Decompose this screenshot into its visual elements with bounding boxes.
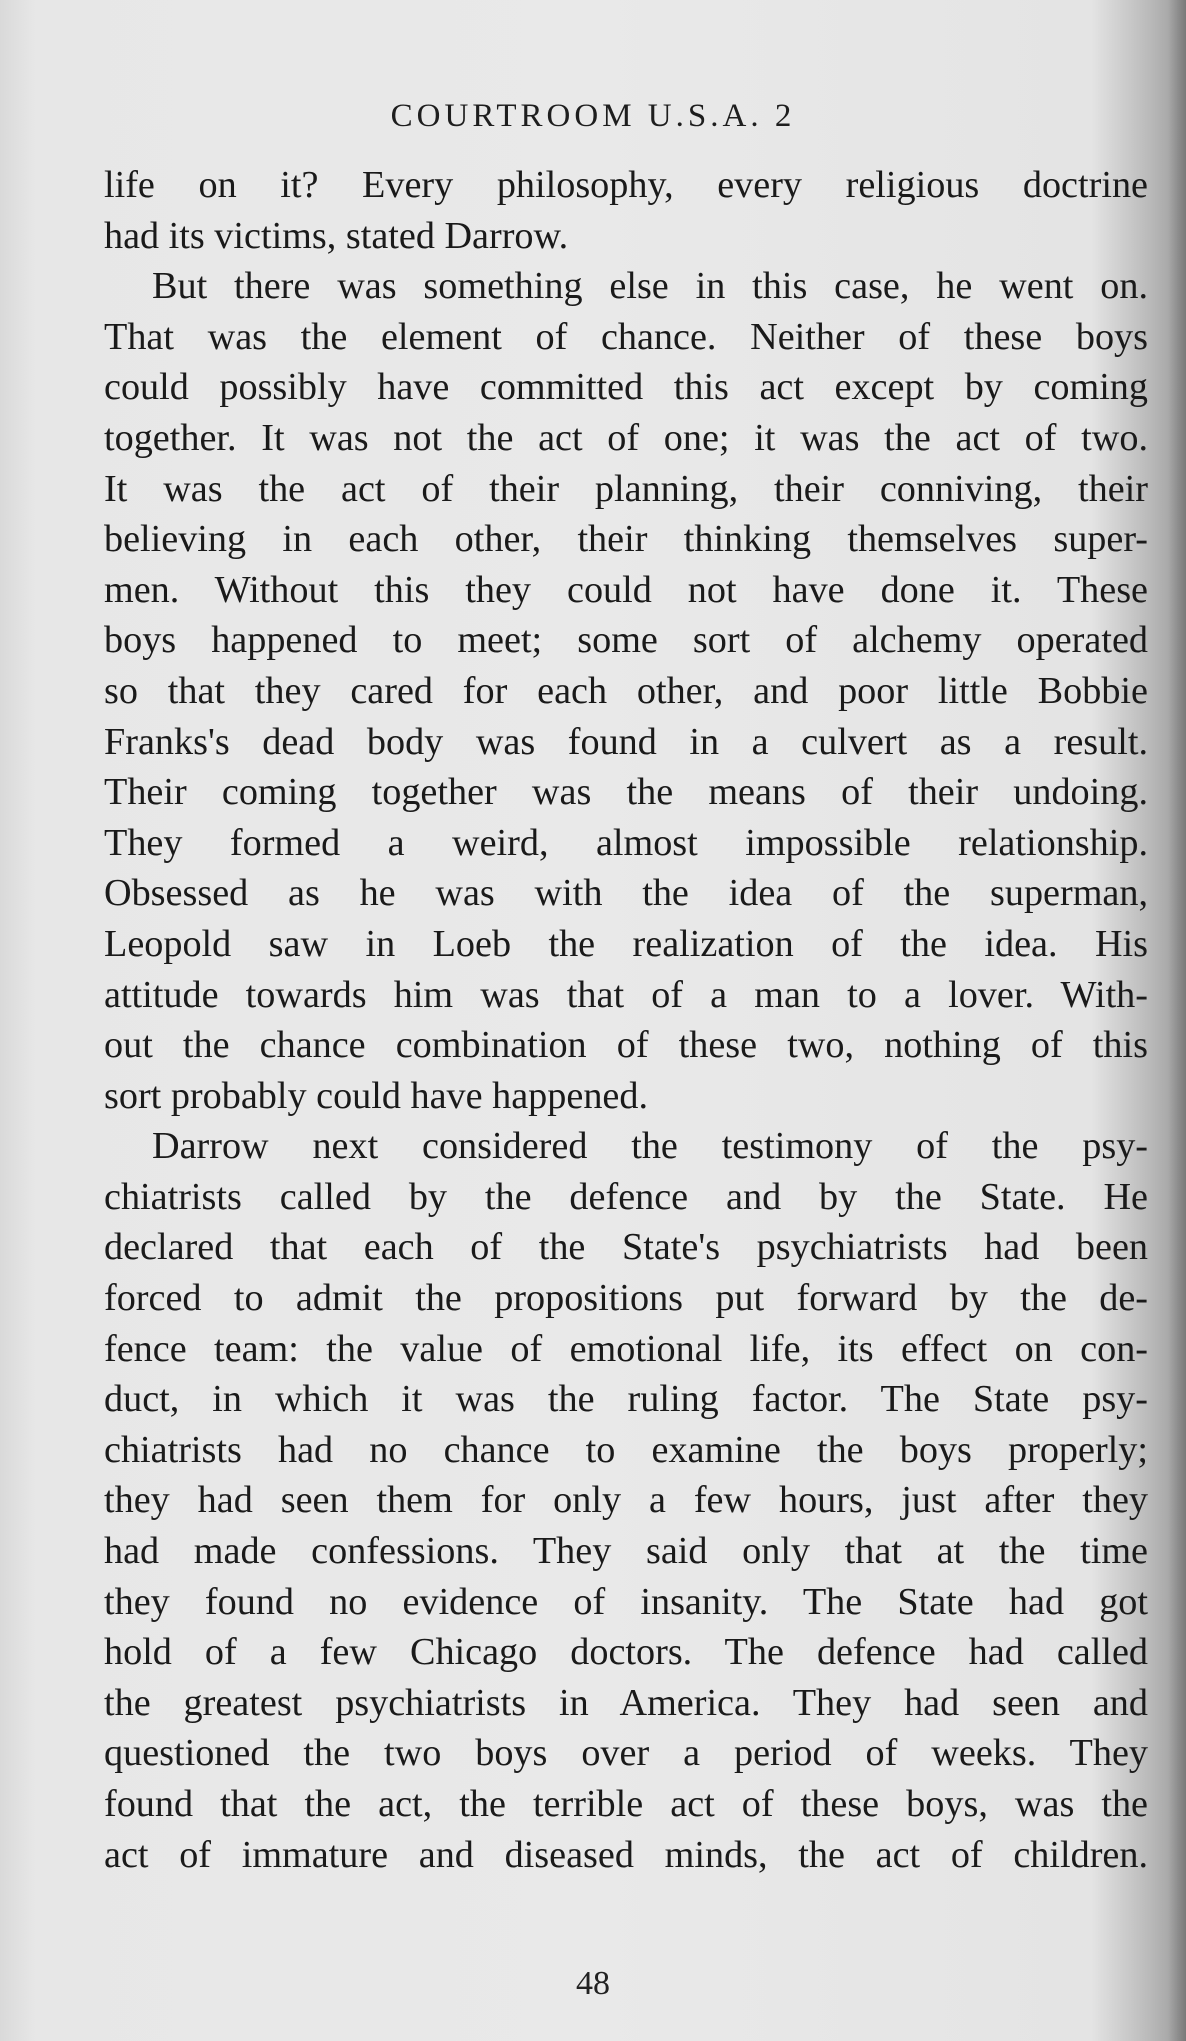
text-line: chiatrists had no chance to examine the boys properly; (104, 1428, 1148, 1471)
text-line: They formed a weird, almost impossible relationship. (104, 821, 1148, 864)
text-line: found that the act, the terrible act of these boys, was the (104, 1783, 1148, 1825)
text-line: life on it? Every philosophy, every religious doctrine (104, 164, 1148, 206)
text-line: hold of a few Chicago doctors. The defence had called (104, 1631, 1148, 1674)
page-edge-shadow (1168, 0, 1186, 2041)
text-line: That was the element of chance. Neither of these boys (104, 315, 1148, 358)
text-line: act of immature and diseased minds, the act of children. (104, 1833, 1148, 1876)
text-line: boys happened to meet; some sort of alchemy operated (104, 619, 1148, 662)
text-line: had made confessions. They said only that at the time (104, 1530, 1148, 1573)
text-line: out the chance combination of these two, nothing of this (104, 1024, 1148, 1067)
text-line: But there was something else in this case, he went on. (152, 265, 1148, 308)
text-line: Leopold saw in Loeb the realization of the idea. His (104, 922, 1148, 965)
text-line: fence team: the value of emotional life, its effect on con- (104, 1327, 1148, 1370)
text-line: they found no evidence of insanity. The State had got (104, 1580, 1148, 1623)
text-line: sort probably could have happened. (104, 1074, 649, 1117)
text-line: believing in each other, their thinking themselves super- (104, 518, 1148, 561)
text-line: Darrow next considered the testimony of the psy- (152, 1125, 1148, 1168)
text-line: could possibly have committed this act except by coming (104, 366, 1148, 409)
text-line: had its victims, stated Darrow. (104, 214, 569, 257)
text-line: the greatest psychiatrists in America. They had seen and (104, 1681, 1148, 1724)
text-line: Obsessed as he was with the idea of the superman, (104, 872, 1148, 915)
text-line: declared that each of the State's psychiatrists had been (104, 1226, 1148, 1269)
running-head: COURTROOM U.S.A. 2 (390, 98, 796, 134)
page-number: 48 (576, 1965, 610, 2002)
body-text (104, 160, 1148, 1880)
text-line: duct, in which it was the ruling factor. The State psy- (104, 1378, 1148, 1421)
text-line: Their coming together was the means of their undoing. (104, 771, 1148, 814)
text-line: chiatrists called by the defence and by the State. He (104, 1175, 1148, 1218)
text-line: so that they cared for each other, and poor little Bobbie (104, 669, 1148, 712)
text-line: attitude towards him was that of a man to a lover. With- (104, 973, 1148, 1016)
text-line: It was the act of their planning, their conniving, their (104, 467, 1148, 510)
text-line: they had seen them for only a few hours, just after they (104, 1479, 1148, 1522)
text-line: men. Without this they could not have done it. These (104, 568, 1148, 611)
text-line: together. It was not the act of one; it was the act of two. (104, 416, 1148, 459)
text-line: forced to admit the propositions put forward by the de- (104, 1277, 1148, 1320)
text-line: questioned the two boys over a period of weeks. They (104, 1732, 1148, 1775)
text-line: Franks's dead body was found in a culvert as a result. (104, 720, 1148, 763)
